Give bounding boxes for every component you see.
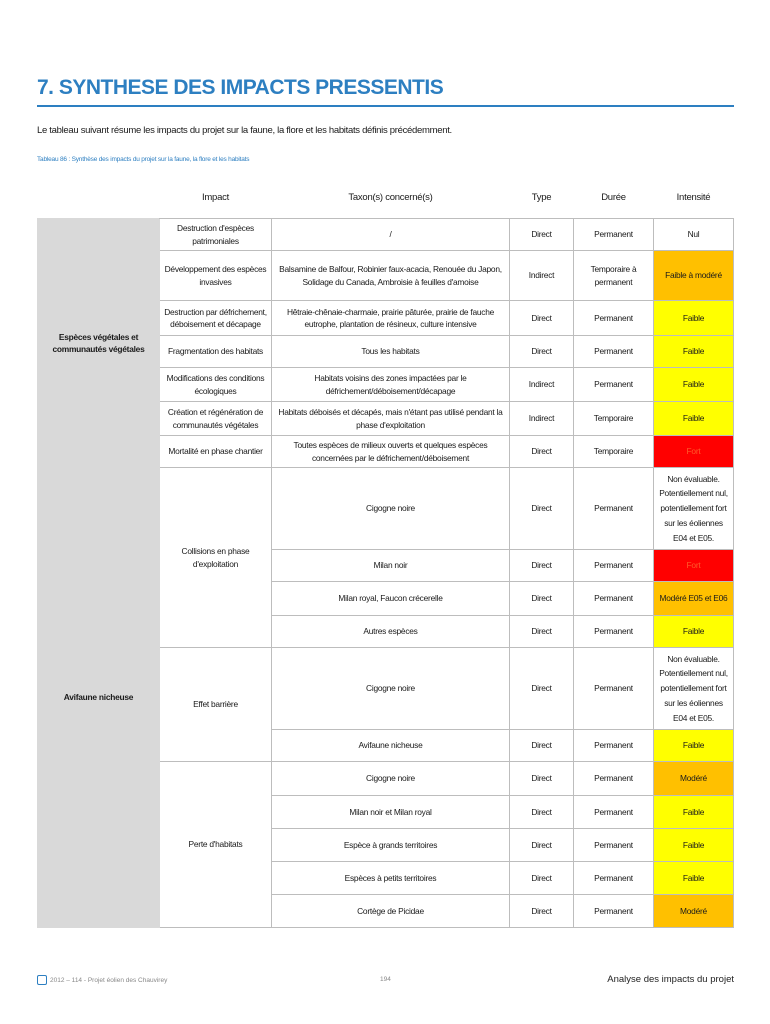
intensite-cell: Faible (654, 616, 734, 648)
type-cell: Direct (510, 550, 574, 582)
impact-cell: Perte d'habitats (160, 762, 272, 928)
duree-cell: Permanent (574, 829, 654, 862)
type-cell: Direct (510, 436, 574, 468)
type-cell: Direct (510, 762, 574, 796)
header-type: Type (510, 178, 574, 219)
impact-cell: Destruction par défrichement, déboisement et décapage (160, 301, 272, 336)
intensite-cell: Faible (654, 796, 734, 829)
footer-project: 2012 – 114 - Projet éolien des Chauvirey (50, 976, 168, 984)
type-cell: Direct (510, 796, 574, 829)
intensite-cell: Modéré E05 et E06 (654, 582, 734, 616)
type-cell: Indirect (510, 402, 574, 436)
table-row (38, 219, 734, 251)
intensite-cell: Non évaluable. Potentiellement nul, potentiellement fort sur les éoliennes E04 et E05. (654, 648, 734, 730)
intensite-cell: Faible (654, 402, 734, 436)
impact-cell: Modifications des conditions écologiques (160, 368, 272, 402)
type-cell: Direct (510, 730, 574, 762)
taxon-cell: Espèce à grands territoires (272, 829, 510, 862)
impact-cell: Mortalité en phase chantier (160, 436, 272, 468)
taxon-cell: Cigogne noire (272, 762, 510, 796)
duree-cell: Permanent (574, 895, 654, 928)
duree-cell: Permanent (574, 762, 654, 796)
header-duree: Durée (574, 178, 654, 219)
intensite-cell: Nul (654, 219, 734, 251)
header-taxon: Taxon(s) concerné(s) (272, 178, 510, 219)
footer-left (37, 975, 167, 985)
taxon-cell: Autres espèces (272, 616, 510, 648)
duree-cell: Permanent (574, 468, 654, 550)
taxon-cell: Cigogne noire (272, 648, 510, 730)
duree-cell: Permanent (574, 582, 654, 616)
taxon-cell: Balsamine de Balfour, Robinier faux-acacia, Renouée du Japon, Solidage du Canada, Ambroisie à feuilles d'amoise (272, 251, 510, 301)
impacts-table (37, 178, 734, 928)
duree-cell: Temporaire à permanent (574, 251, 654, 301)
impact-cell: Effet barrière (160, 648, 272, 762)
taxon-cell: Espèces à petits territoires (272, 862, 510, 895)
taxon-cell: Habitats déboisés et décapés, mais n'étant pas utilisé pendant la phase d'exploitation (272, 402, 510, 436)
taxon-cell: Cortège de Picidae (272, 895, 510, 928)
taxon-cell: Milan noir et Milan royal (272, 796, 510, 829)
type-cell: Direct (510, 301, 574, 336)
duree-cell: Permanent (574, 616, 654, 648)
type-cell: Direct (510, 336, 574, 368)
type-cell: Direct (510, 219, 574, 251)
taxon-cell: / (272, 219, 510, 251)
group-avifaune: Avifaune nicheuse (38, 468, 160, 928)
taxon-cell: Toutes espèces de milieux ouverts et quelques espèces concernées par le défrichement/déboisement (272, 436, 510, 468)
taxon-cell: Milan noir (272, 550, 510, 582)
table-row (38, 468, 734, 550)
impact-cell: Développement des espèces invasives (160, 251, 272, 301)
taxon-cell: Tous les habitats (272, 336, 510, 368)
type-cell: Direct (510, 895, 574, 928)
company-logo-icon (37, 975, 47, 985)
impact-cell: Création et régénération de communautés végétales (160, 402, 272, 436)
duree-cell: Permanent (574, 219, 654, 251)
type-cell: Direct (510, 616, 574, 648)
impact-cell: Fragmentation des habitats (160, 336, 272, 368)
duree-cell: Temporaire (574, 436, 654, 468)
intensite-cell: Non évaluable. Potentiellement nul, potentiellement fort sur les éoliennes E04 et E05. (654, 468, 734, 550)
type-cell: Indirect (510, 251, 574, 301)
duree-cell: Temporaire (574, 402, 654, 436)
page-title: 7. SYNTHESE DES IMPACTS PRESSENTIS (37, 76, 444, 99)
taxon-cell: Habitats voisins des zones impactées par le défrichement/déboisement/décapage (272, 368, 510, 402)
type-cell: Indirect (510, 368, 574, 402)
intensite-cell: Faible (654, 829, 734, 862)
intensite-cell: Faible (654, 368, 734, 402)
intensite-cell: Modéré (654, 762, 734, 796)
impact-cell: Destruction d'espèces patrimoniales (160, 219, 272, 251)
header-blank (38, 178, 160, 219)
intro-text: Le tableau suivant résume les impacts du projet sur la faune, la flore et les habitats définis précédemment. (37, 125, 452, 136)
taxon-cell: Avifaune nicheuse (272, 730, 510, 762)
intensite-cell: Faible (654, 301, 734, 336)
type-cell: Direct (510, 829, 574, 862)
table-header-row (38, 178, 734, 219)
footer-section-title: Analyse des impacts du projet (607, 974, 734, 985)
duree-cell: Permanent (574, 730, 654, 762)
taxon-cell: Cigogne noire (272, 468, 510, 550)
header-intensite: Intensité (654, 178, 734, 219)
duree-cell: Permanent (574, 796, 654, 829)
duree-cell: Permanent (574, 301, 654, 336)
duree-cell: Permanent (574, 368, 654, 402)
intensite-cell: Modéré (654, 895, 734, 928)
intensite-cell: Faible (654, 336, 734, 368)
duree-cell: Permanent (574, 648, 654, 730)
intensite-cell: Faible à modéré (654, 251, 734, 301)
taxon-cell: Hêtraie-chênaie-charmaie, prairie pâturée, prairie de fauche eutrophe, plantation de résineux, culture intensive (272, 301, 510, 336)
duree-cell: Permanent (574, 550, 654, 582)
intensite-cell: Fort (654, 436, 734, 468)
type-cell: Direct (510, 862, 574, 895)
intensite-cell: Faible (654, 862, 734, 895)
title-underline (37, 105, 734, 107)
duree-cell: Permanent (574, 862, 654, 895)
duree-cell: Permanent (574, 336, 654, 368)
type-cell: Direct (510, 648, 574, 730)
intensite-cell: Faible (654, 730, 734, 762)
header-impact: Impact (160, 178, 272, 219)
impact-cell: Collisions en phase d'exploitation (160, 468, 272, 648)
type-cell: Direct (510, 468, 574, 550)
type-cell: Direct (510, 582, 574, 616)
group-vegetales: Espèces végétales et communautés végétales (38, 219, 160, 468)
page-number: 194 (380, 976, 391, 983)
taxon-cell: Milan royal, Faucon crécerelle (272, 582, 510, 616)
table-caption: Tableau 86 : Synthèse des impacts du projet sur la faune, la flore et les habitats (37, 156, 250, 163)
intensite-cell: Fort (654, 550, 734, 582)
